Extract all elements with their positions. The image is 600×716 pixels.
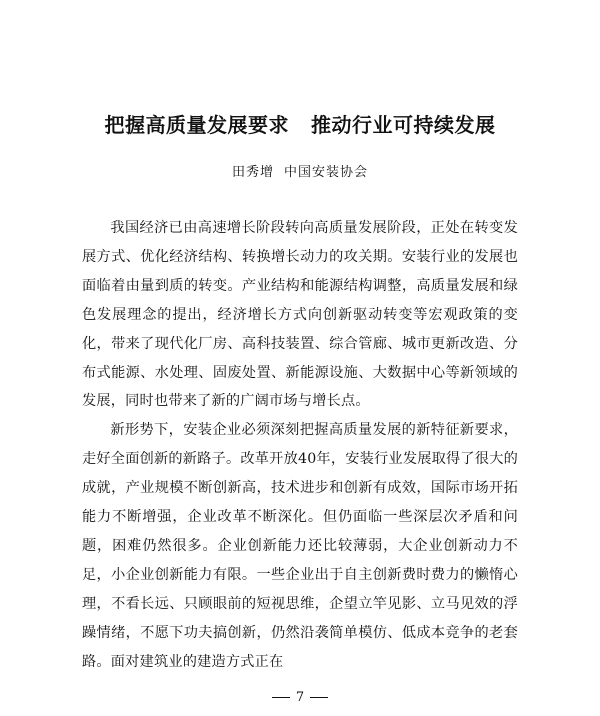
article-body	[82, 214, 518, 677]
folio-dash-right	[310, 697, 328, 698]
author-organization: 中国安装协会	[284, 165, 369, 180]
page-number: 7	[295, 690, 305, 705]
body-paragraph-1: 我国经济已由高速增长阶段转向高质量发展阶段，正处在转变发展方式、优化经济结构、转换增长动力的攻关期。安装行业的发展也面临着由量到质的转变。产业结构和能源结构调整，高质量发展和绿色发展理念的提出，经济增长方式向创新驱动转变等宏观政策的变化，带来了现代化厂房、高科技装置、综合管廊、城市更新改造、分布式能源、水处理、固废处置、新能源设施、大数据中心等新领域的发展，同时也带来了新的广阔市场与增长点。	[82, 220, 518, 410]
folio-dash-left	[272, 697, 290, 698]
body-paragraph-2: 新形势下，安装企业必须深刻把握高质量发展的新特征新要求，走好全面创新的新路子。改革开放40年，安装行业发展取得了很大的成就，产业规模不断创新高，技术进步和创新有成效，国际市场开拓能力不断增强，企业改革不断深化。但仍面临一些深层次矛盾和问题，困难仍然很多。企业创新能力还比较薄弱，大企业创新动力不足，小企业创新能力有限。一些企业出于自主创新费时费力的懒惰心理，不看长远、只顾眼前的短视思维，企望立竿见影、立马见效的浮躁情绪，不愿下功夫搞创新，仍然沿袭简单模仿、低成本竞争的老套路。面对建筑业的建造方式正在	[82, 422, 518, 670]
article-title-part-2: 推动行业可持续发展	[311, 113, 496, 138]
page-footer	[0, 690, 600, 705]
article-title-part-1: 把握高质量发展要求	[104, 113, 289, 138]
article-title	[60, 109, 540, 138]
author-name: 田秀增	[231, 165, 274, 180]
article-byline	[60, 161, 540, 180]
